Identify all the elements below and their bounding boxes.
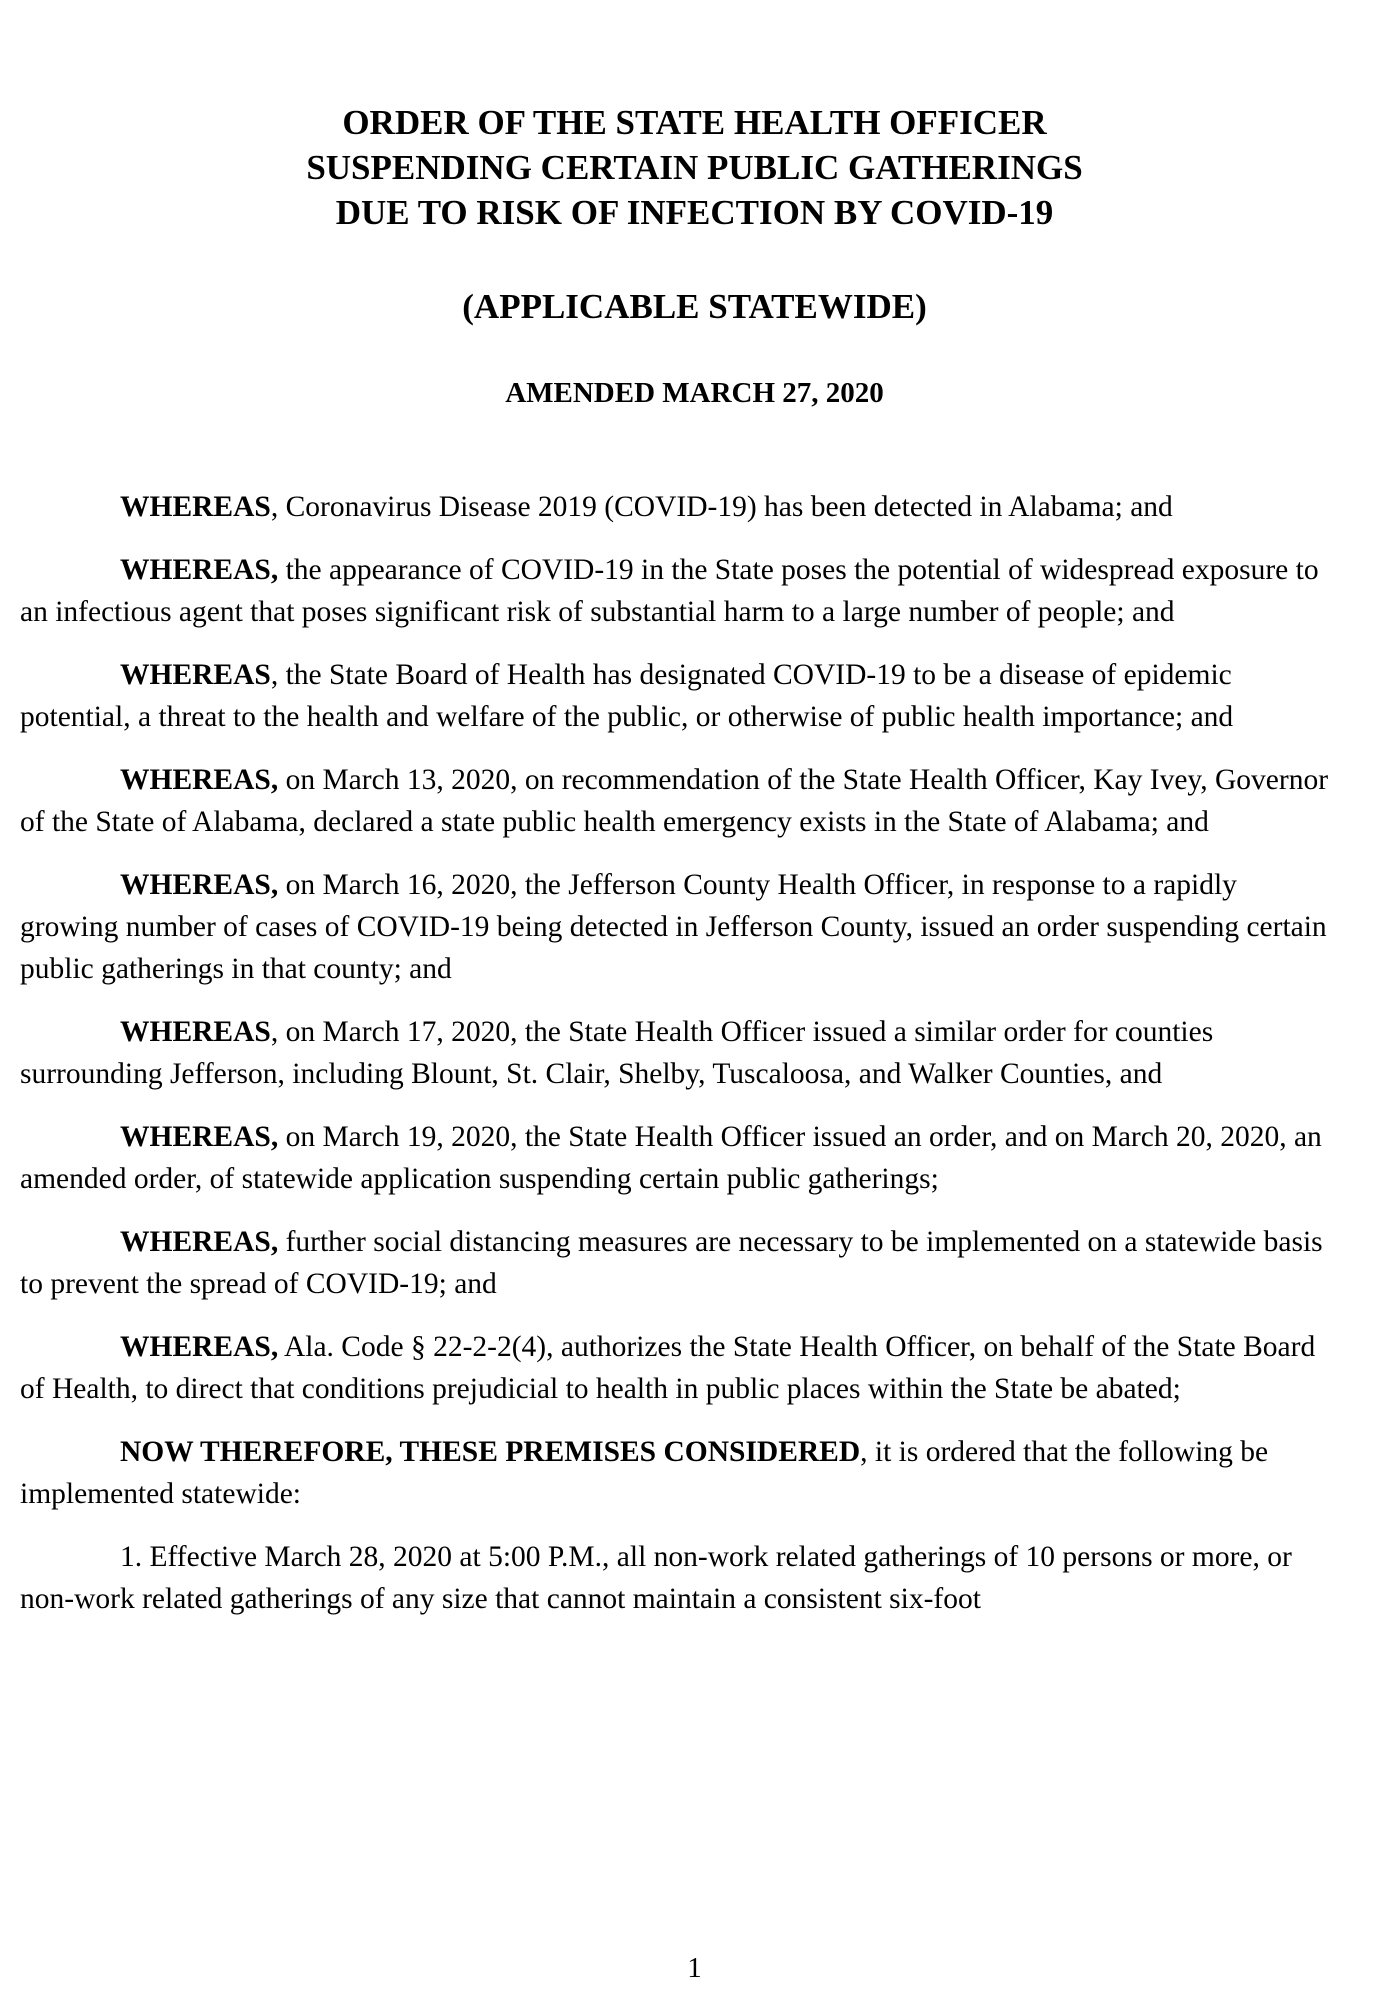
paragraph-whereas-8 <box>20 1221 1330 1305</box>
paragraph-text: 1. Effective March 28, 2020 at 5:00 P.M., all non-work related gatherings of 10 persons or more, or non-work related gatherings of any size that cannot maintain a consistent six-foot <box>20 1541 1292 1615</box>
paragraph-whereas-5 <box>20 864 1330 990</box>
paragraph-lead: WHEREAS <box>120 659 271 691</box>
document-body <box>20 486 1330 1641</box>
paragraph-lead: WHEREAS <box>120 1016 271 1048</box>
paragraph-whereas-1 <box>20 486 1330 528</box>
paragraph-text: , on March 17, 2020, the State Health Officer issued a similar order for counties surrounding Jefferson, including Blount, St. Clair, Shelby, Tuscaloosa, and Walker Counties, and <box>20 1016 1214 1090</box>
paragraph-lead: NOW THEREFORE, THESE PREMISES CONSIDERED <box>120 1436 861 1468</box>
paragraph-text: Ala. Code § 22-2-2(4), authorizes the State Health Officer, on behalf of the State Board of Health, to direct that conditions prejudicial to health in public places within the State be abated; <box>20 1331 1316 1405</box>
paragraph-text: on March 13, 2020, on recommendation of the State Health Officer, Kay Ivey, Governor of the State of Alabama, declared a state public health emergency exists in the State of Alabama; and <box>20 764 1329 838</box>
title-line-3: DUE TO RISK OF INFECTION BY COVID-19 <box>335 193 1054 232</box>
paragraph-text: further social distancing measures are necessary to be implemented on a statewide basis to prevent the spread of COVID-19; and <box>20 1226 1323 1300</box>
paragraph-lead: WHEREAS, <box>120 1226 279 1258</box>
paragraph-whereas-6 <box>20 1011 1330 1095</box>
paragraph-text: the appearance of COVID-19 in the State poses the potential of widespread exposure to an infectious agent that poses significant risk of substantial harm to a large number of people; and <box>20 554 1319 628</box>
paragraph-order-item-1 <box>20 1536 1330 1620</box>
title-line-1: ORDER OF THE STATE HEALTH OFFICER <box>342 103 1047 142</box>
paragraph-lead: WHEREAS, <box>120 869 279 901</box>
document-title <box>0 100 1389 235</box>
paragraph-lead: WHEREAS, <box>120 764 279 796</box>
amended-date: AMENDED MARCH 27, 2020 <box>505 377 884 409</box>
paragraph-lead: WHEREAS, <box>120 1121 279 1153</box>
paragraph-now-therefore <box>20 1431 1330 1515</box>
page-number: 1 <box>687 1952 702 1984</box>
paragraph-lead: WHEREAS, <box>120 554 279 586</box>
paragraph-text: on March 19, 2020, the State Health Officer issued an order, and on March 20, 2020, an amended order, of statewide application suspending certain public gatherings; <box>20 1121 1322 1195</box>
paragraph-text: , the State Board of Health has designated COVID-19 to be a disease of epidemic potential, a threat to the health and welfare of the public, or otherwise of public health importance; and <box>20 659 1234 733</box>
paragraph-lead: WHEREAS <box>120 491 271 523</box>
paragraph-text: on March 16, 2020, the Jefferson County Health Officer, in response to a rapidly growing number of cases of COVID-19 being detected in Jefferson County, issued an order suspending certain public gatherings in that county; and <box>20 869 1327 985</box>
paragraph-whereas-9 <box>20 1326 1330 1410</box>
paragraph-whereas-7 <box>20 1116 1330 1200</box>
paragraph-whereas-2 <box>20 549 1330 633</box>
paragraph-whereas-4 <box>20 759 1330 843</box>
paragraph-whereas-3 <box>20 654 1330 738</box>
document-subtitle: (APPLICABLE STATEWIDE) <box>462 287 927 326</box>
title-line-2: SUSPENDING CERTAIN PUBLIC GATHERINGS <box>306 148 1083 187</box>
paragraph-lead: WHEREAS, <box>120 1331 279 1363</box>
paragraph-text: , Coronavirus Disease 2019 (COVID-19) has been detected in Alabama; and <box>270 491 1173 523</box>
paragraph-text: , it is ordered that the following be implemented statewide: <box>20 1436 1269 1510</box>
